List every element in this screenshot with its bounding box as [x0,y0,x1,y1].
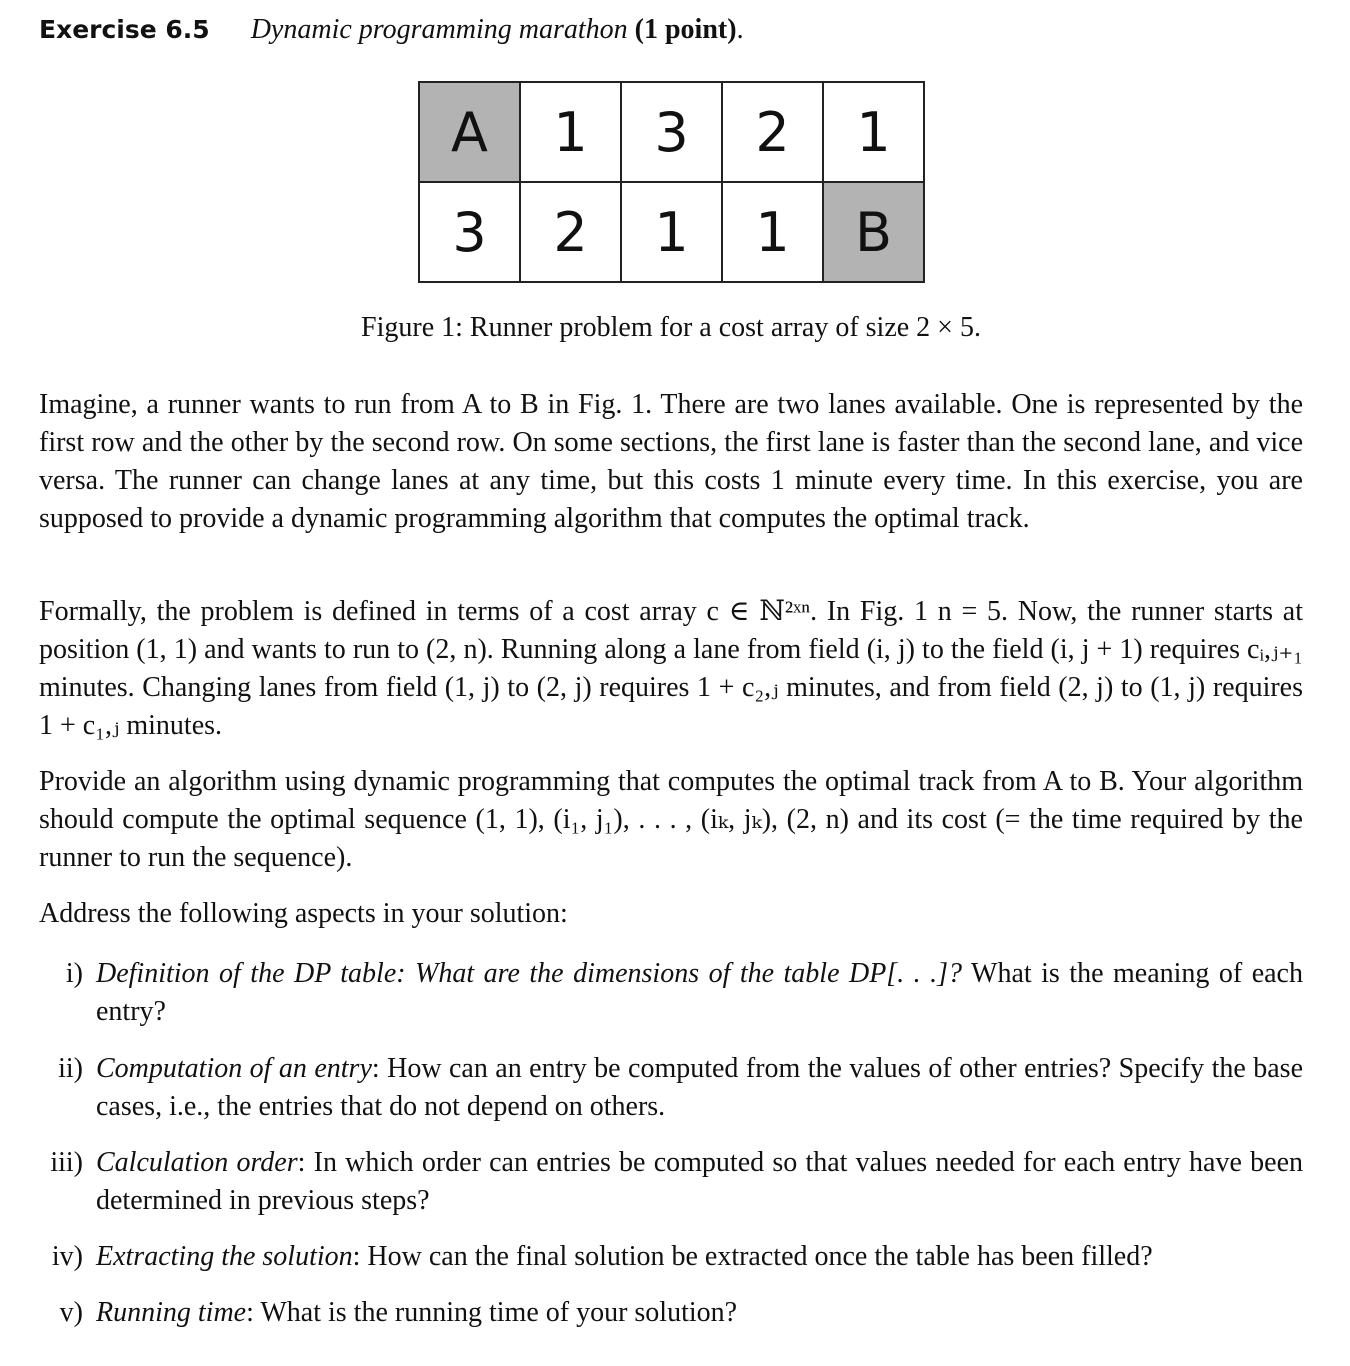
list-item-label: iii) [50,1147,83,1178]
paragraph-task: Provide an algorithm using dynamic programming that computes the optimal track from A to B. Your algorithm should compute the optimal sequence (1, 1), (i₁, j₁), . . . , (iₖ, jₖ), (2, n) and its cost (= the time required by the runner to run the sequence). [39,766,1303,873]
list-item [39,1144,1303,1220]
list-item-text: What is the meaning of each entry? [96,958,1303,1027]
grid-cell: 3 [420,183,521,283]
list-item-emphasis: Extracting the solution [96,1241,353,1272]
list-item-emphasis: Running time [96,1297,247,1328]
list-item-label: iv) [51,1241,83,1272]
exercise-heading [39,14,744,46]
list-item-label: i) [65,958,83,989]
grid-cell: 1 [824,83,925,183]
list-item [39,955,1303,1031]
grid-cell: 1 [521,83,622,183]
grid-cell-start: A [420,83,521,183]
grid-cell: 1 [723,183,824,283]
list-item-label: ii) [58,1053,83,1084]
heading-period: . [736,14,744,45]
paragraph-formal-definition: Formally, the problem is defined in terms of a cost array c ∈ ℕ²ˣⁿ. In Fig. 1 n = 5. Now, the runner starts at position (1, 1) and wants to run to (2, n). Running along a lane from field (i, j) to the field (i, j + 1) requires cᵢ,ⱼ₊₁ minutes. Changing lanes from field (1, j) to (2, j) requires 1 + c₂,ⱼ minutes, and from field (2, j) to (1, j) requires 1 + c₁,ⱼ minutes. [39,596,1303,741]
list-item-label: v) [59,1297,83,1328]
list-item [39,1238,1303,1276]
paragraph-intro: Imagine, a runner wants to run from A to B in Fig. 1. There are two lanes available. One is represented by the first row and the other by the second row. On some sections, the first lane is faster than the second lane, and vice versa. The runner can change lanes at any time, but this costs 1 minute every time. In this exercise, you are supposed to provide a dynamic programming algorithm that computes the optimal track. [39,389,1303,534]
list-item-text: : What is the running time of your solution? [246,1297,738,1328]
exercise-points: (1 point) [634,14,737,45]
list-item-emphasis: Calculation order [96,1147,298,1178]
runner-cost-grid [418,81,925,283]
list-item-emphasis: Computation of an entry [96,1053,372,1084]
grid-cell: 3 [622,83,723,183]
list-item-text: : In which order can entries be computed so that values needed for each entry have been determined in previous steps? [96,1147,1303,1216]
list-item [39,1050,1303,1126]
list-item-emphasis: Definition of the DP table: What are the dimensions of the table DP[. . .]? [96,958,963,989]
list-item-text: : How can an entry be computed from the values of other entries? Specify the base cases, i.e., the entries that do not depend on others. [96,1053,1304,1122]
grid-cell: 2 [521,183,622,283]
grid-cell: 2 [723,83,824,183]
exercise-number: Exercise 6.5 [39,15,210,44]
list-item-text: : How can the final solution be extracted once the table has been filled? [352,1241,1153,1272]
figure-caption: Figure 1: Runner problem for a cost array of size 2 × 5. [361,312,981,343]
grid-cell-goal: B [824,183,925,283]
exercise-title: Dynamic programming marathon [250,14,628,45]
paragraph-aspects-intro: Address the following aspects in your solution: [39,898,568,929]
grid-cell: 1 [622,183,723,283]
list-item [39,1294,1303,1332]
